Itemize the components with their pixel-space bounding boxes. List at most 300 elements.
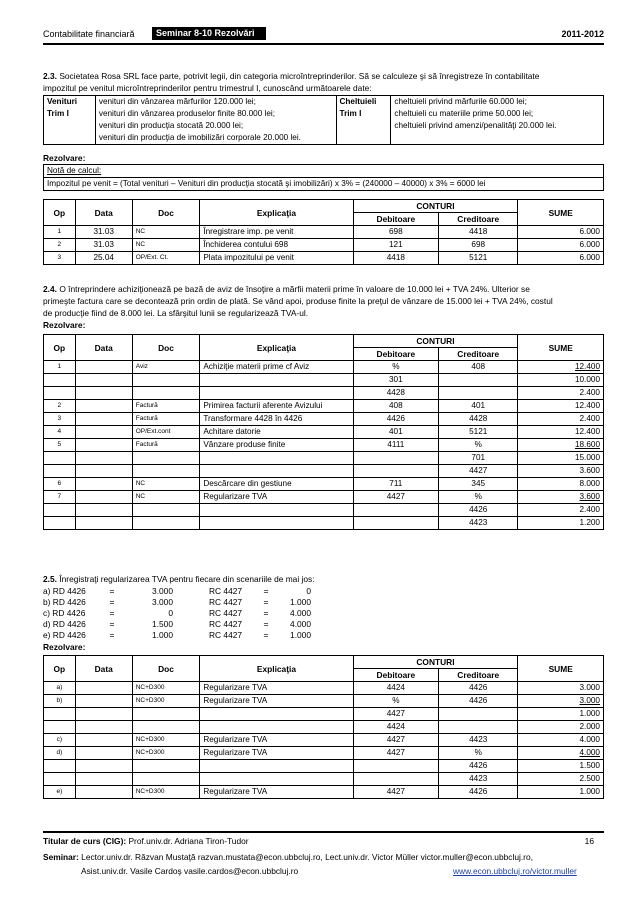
cell-op: 3 — [44, 252, 76, 265]
table-row — [44, 252, 604, 265]
titular-name: Prof.univ.dr. Adriana Tiron-Tudor — [128, 836, 249, 846]
scenario-rc: RC 4427 — [209, 597, 243, 607]
cell-doc: Factură — [132, 400, 200, 413]
cell-data — [75, 478, 132, 491]
cell-explicatia: Regularizare TVA — [200, 747, 353, 760]
cell-data — [75, 682, 132, 695]
cell-doc: OP/Ext. Ct. — [132, 252, 200, 265]
ex24-text — [43, 283, 604, 331]
cell-explicatia: Primirea facturii aferente Avizului — [200, 400, 353, 413]
cell-op: c) — [44, 734, 76, 747]
cell-data — [75, 465, 132, 478]
table-row — [44, 426, 604, 439]
col-op: Op — [44, 656, 76, 682]
cell-doc: NC+D300 — [132, 695, 200, 708]
scenario-eq: = — [109, 597, 115, 607]
cell-op — [44, 760, 76, 773]
cell-op — [44, 387, 76, 400]
ex25-number: 2.5. — [43, 574, 57, 584]
cell-debitoare — [353, 465, 439, 478]
cell-creditoare: 5121 — [439, 426, 518, 439]
table-row — [44, 721, 604, 734]
cell-debitoare: 698 — [353, 226, 439, 239]
cell-explicatia — [200, 452, 353, 465]
cell-data — [75, 413, 132, 426]
cell-creditoare: % — [439, 747, 518, 760]
cell-doc: NC+D300 — [132, 682, 200, 695]
scenario-rd-value: 3.000 — [152, 586, 173, 596]
cell-explicatia: Regularizare TVA — [200, 491, 353, 504]
cell-data — [75, 439, 132, 452]
cell-data — [75, 734, 132, 747]
cell-creditoare: 4426 — [439, 760, 518, 773]
cell-explicatia: Regularizare TVA — [200, 682, 353, 695]
cell-op: 2 — [44, 400, 76, 413]
cell-debitoare — [353, 760, 439, 773]
scenario-rc-value: 1.000 — [290, 630, 311, 640]
cell-creditoare: 701 — [439, 452, 518, 465]
cell-data — [75, 504, 132, 517]
cell-data — [75, 695, 132, 708]
cell-op: 7 — [44, 491, 76, 504]
ex23-number: 2.3. — [43, 71, 57, 81]
cell-debitoare: 4424 — [353, 721, 439, 734]
ex25-instructions: Înregistraţi regularizarea TVA pentru fiecare din scenariile de mai jos: — [59, 574, 315, 584]
cell-data: 31.03 — [75, 226, 132, 239]
col-op: Op — [44, 200, 76, 226]
cell-debitoare: 408 — [353, 400, 439, 413]
cell-creditoare: 408 — [439, 361, 518, 374]
cell-sume: 6.000 — [518, 252, 604, 265]
col-data: Data — [75, 335, 132, 361]
cell-debitoare: 401 — [353, 426, 439, 439]
cell-creditoare: 4423 — [439, 734, 518, 747]
table-row — [44, 226, 604, 239]
cell-sume: 1.500 — [518, 760, 604, 773]
table-row — [44, 387, 604, 400]
nota-formula: Impozitul pe venit = (Total venituri – Venituri din producţia stocată şi imobilizări) x 3% = (240000 – 40000) x 3% = 6000 lei — [44, 178, 604, 191]
cell-data — [75, 721, 132, 734]
col-doc: Doc — [132, 200, 200, 226]
cell-sume: 3.000 — [518, 695, 604, 708]
scenario-eq: = — [263, 597, 269, 607]
cell-debitoare: 121 — [353, 239, 439, 252]
cell-data — [75, 491, 132, 504]
scenario-rd: e) RD 4426 — [43, 630, 86, 640]
ex24-rezolvare: Rezolvare: — [43, 320, 86, 330]
cell-debitoare: 301 — [353, 374, 439, 387]
cell-sume: 12.400 — [518, 361, 604, 374]
cell-creditoare — [439, 721, 518, 734]
cell-doc: NC — [132, 478, 200, 491]
cell-op: 5 — [44, 439, 76, 452]
cell-data — [75, 374, 132, 387]
cell-doc — [132, 721, 200, 734]
table-row — [44, 504, 604, 517]
cell-explicatia: Închiderea contului 698 — [200, 239, 353, 252]
table-row — [44, 682, 604, 695]
cell-explicatia: Achitare datorie — [200, 426, 353, 439]
col-debitoare: Debitoare — [353, 669, 439, 682]
asist-text: Asist.univ.dr. Vasile Cardoş vasile.cardos@econ.ubbcluj.ro — [81, 866, 299, 876]
col-sume: SUME — [518, 335, 604, 361]
scenario-rc-value: 4.000 — [290, 619, 311, 629]
cell-creditoare: 4426 — [439, 786, 518, 799]
cell-data — [75, 361, 132, 374]
cell-doc — [132, 387, 200, 400]
col-debitoare: Debitoare — [353, 348, 439, 361]
scenario-eq: = — [263, 608, 269, 618]
cell-sume: 6.000 — [518, 226, 604, 239]
cell-creditoare: 4426 — [439, 695, 518, 708]
cell-creditoare: 401 — [439, 400, 518, 413]
col-op: Op — [44, 335, 76, 361]
scenario-rd: d) RD 4426 — [43, 619, 86, 629]
col-sume: SUME — [518, 200, 604, 226]
cell-explicatia — [200, 504, 353, 517]
ex25-scenarios — [43, 586, 311, 641]
scenario-row — [43, 586, 311, 597]
cell-op: a) — [44, 682, 76, 695]
scenario-row — [43, 619, 311, 630]
cell-doc: Factură — [132, 413, 200, 426]
cell-doc: NC+D300 — [132, 747, 200, 760]
cell-data: 25.04 — [75, 252, 132, 265]
scenario-rd: a) RD 4426 — [43, 586, 86, 596]
scenario-eq: = — [263, 619, 269, 629]
cell-doc: NC+D300 — [132, 734, 200, 747]
cell-creditoare: 4426 — [439, 504, 518, 517]
footer-seminar — [43, 852, 604, 862]
ex23-text2: impozitul pe venitul microîntreprinderilor pentru trimestrul I, cunoscând următoarele date: — [43, 83, 372, 93]
scenario-eq: = — [109, 586, 115, 596]
cell-debitoare — [353, 452, 439, 465]
ex25-rezolvare: Rezolvare: — [43, 642, 86, 652]
scenario-eq: = — [109, 619, 115, 629]
table-row — [44, 478, 604, 491]
scenario-rd-value: 1.500 — [152, 619, 173, 629]
table-row — [44, 439, 604, 452]
cheltuieli-item: cheltuieli cu materiile prime 50.000 lei; — [391, 108, 604, 120]
cell-doc: OP/Ext.cont — [132, 426, 200, 439]
cell-debitoare: 4428 — [353, 387, 439, 400]
cell-data — [75, 387, 132, 400]
cell-creditoare: 4426 — [439, 682, 518, 695]
cell-data — [75, 773, 132, 786]
col-doc: Doc — [132, 335, 200, 361]
cell-debitoare — [353, 504, 439, 517]
cell-data — [75, 400, 132, 413]
cell-creditoare: 4427 — [439, 465, 518, 478]
table-row — [44, 361, 604, 374]
footer-titular — [43, 836, 604, 846]
col-creditoare: Creditoare — [439, 348, 518, 361]
ex23-text — [43, 70, 604, 94]
cell-op — [44, 517, 76, 530]
cell-sume: 3.600 — [518, 465, 604, 478]
ex23-rezolvare: Rezolvare: — [43, 153, 86, 163]
col-conturi: CONTURI — [353, 335, 518, 348]
cell-creditoare: 4423 — [439, 773, 518, 786]
seminar-label: Seminar: — [43, 852, 79, 862]
table-row — [44, 773, 604, 786]
cell-explicatia — [200, 760, 353, 773]
cell-sume: 1.200 — [518, 517, 604, 530]
cell-sume: 2.000 — [518, 721, 604, 734]
col-explicatia: Explicaţia — [200, 656, 353, 682]
cell-sume: 1.000 — [518, 708, 604, 721]
scenario-row — [43, 608, 311, 619]
cell-doc — [132, 517, 200, 530]
table-row — [44, 747, 604, 760]
cell-data — [75, 708, 132, 721]
cell-debitoare: 4427 — [353, 708, 439, 721]
scenario-row — [43, 630, 311, 641]
cell-creditoare: 5121 — [439, 252, 518, 265]
cell-sume: 10.000 — [518, 374, 604, 387]
cell-creditoare — [439, 387, 518, 400]
cell-op — [44, 773, 76, 786]
cell-debitoare — [353, 517, 439, 530]
cheltuieli-sub: Trim I — [336, 108, 391, 120]
academic-year: 2011-2012 — [561, 29, 604, 39]
table-row — [44, 413, 604, 426]
cell-op: 2 — [44, 239, 76, 252]
cell-op — [44, 374, 76, 387]
cell-debitoare: 4418 — [353, 252, 439, 265]
website-link[interactable]: www.econ.ubbcluj.ro/victor.muller — [453, 866, 577, 876]
cell-creditoare: 4428 — [439, 413, 518, 426]
cell-debitoare: 4427 — [353, 747, 439, 760]
cell-doc — [132, 452, 200, 465]
cell-explicatia — [200, 708, 353, 721]
cell-debitoare: 4426 — [353, 413, 439, 426]
cheltuieli-head: Cheltuieli — [336, 96, 391, 109]
col-sume: SUME — [518, 656, 604, 682]
cell-data — [75, 452, 132, 465]
table-row — [44, 695, 604, 708]
cell-sume: 3.600 — [518, 491, 604, 504]
cell-doc: NC — [132, 491, 200, 504]
cell-explicatia — [200, 465, 353, 478]
table-row — [44, 452, 604, 465]
cell-data — [75, 786, 132, 799]
cell-explicatia: Descărcare din gestiune — [200, 478, 353, 491]
cell-debitoare: 4427 — [353, 786, 439, 799]
cheltuieli-item: cheltuieli privind amenzi/penalităţi 20.000 lei. — [391, 120, 604, 132]
cell-doc — [132, 374, 200, 387]
cell-debitoare: % — [353, 361, 439, 374]
ex23-nota-box — [43, 164, 604, 191]
scenario-eq: = — [109, 608, 115, 618]
scenario-rc: RC 4427 — [209, 586, 243, 596]
col-data: Data — [75, 200, 132, 226]
col-explicatia: Explicaţia — [200, 200, 353, 226]
table-row — [44, 491, 604, 504]
col-debitoare: Debitoare — [353, 213, 439, 226]
col-creditoare: Creditoare — [439, 213, 518, 226]
cell-explicatia: Regularizare TVA — [200, 734, 353, 747]
cell-sume: 12.400 — [518, 400, 604, 413]
cell-data: 31.03 — [75, 239, 132, 252]
scenario-rd-value: 0 — [168, 608, 173, 618]
cell-explicatia: Vânzare produse finite — [200, 439, 353, 452]
seminar-tab: Seminar 8-10 Rezolvări — [152, 27, 266, 40]
ex25-text — [43, 573, 604, 585]
cell-debitoare: 4427 — [353, 491, 439, 504]
ex24-journal-table — [43, 334, 604, 530]
table-row — [44, 760, 604, 773]
cell-op: e) — [44, 786, 76, 799]
cell-sume: 2.400 — [518, 387, 604, 400]
table-row — [44, 786, 604, 799]
cell-debitoare: 4427 — [353, 734, 439, 747]
cell-explicatia: Înregistrare imp. pe venit — [200, 226, 353, 239]
cell-explicatia — [200, 773, 353, 786]
cell-explicatia — [200, 387, 353, 400]
col-creditoare: Creditoare — [439, 669, 518, 682]
course-title: Contabilitate financiară — [43, 29, 135, 39]
scenario-rd-value: 3.000 — [152, 597, 173, 607]
venituri-sub: Trim I — [44, 108, 96, 120]
cell-sume: 18.600 — [518, 439, 604, 452]
cell-debitoare: 4111 — [353, 439, 439, 452]
page-number: 16 — [584, 836, 594, 846]
scenario-row — [43, 597, 311, 608]
col-explicatia: Explicaţia — [200, 335, 353, 361]
cell-op: d) — [44, 747, 76, 760]
cell-doc: Factură — [132, 439, 200, 452]
cell-doc: NC+D300 — [132, 786, 200, 799]
cell-doc: Aviz — [132, 361, 200, 374]
cell-sume: 4.000 — [518, 747, 604, 760]
cell-creditoare: 4423 — [439, 517, 518, 530]
cell-doc — [132, 708, 200, 721]
col-data: Data — [75, 656, 132, 682]
cell-op — [44, 708, 76, 721]
scenario-rc: RC 4427 — [209, 619, 243, 629]
scenario-rd: b) RD 4426 — [43, 597, 86, 607]
cell-explicatia — [200, 721, 353, 734]
cell-debitoare: % — [353, 695, 439, 708]
col-conturi: CONTURI — [353, 656, 518, 669]
cell-explicatia: Regularizare TVA — [200, 695, 353, 708]
cell-sume: 4.000 — [518, 734, 604, 747]
header-divider — [43, 43, 604, 45]
cell-sume: 3.000 — [518, 682, 604, 695]
ex23-journal-table — [43, 199, 604, 265]
cell-sume: 6.000 — [518, 239, 604, 252]
scenario-rc: RC 4427 — [209, 608, 243, 618]
cell-doc — [132, 504, 200, 517]
cell-op — [44, 721, 76, 734]
titular-label: Titular de curs (CIG): — [43, 836, 127, 846]
table-row — [44, 400, 604, 413]
cell-debitoare: 4424 — [353, 682, 439, 695]
scenario-rc-value: 4.000 — [290, 608, 311, 618]
scenario-eq: = — [109, 630, 115, 640]
cell-op: 1 — [44, 361, 76, 374]
ex23-text1: Societatea Rosa SRL face parte, potrivit legii, din categoria microîntreprinderilor. Să se calculeze şi să înregistreze în contabilitate — [59, 71, 540, 81]
scenario-rd: c) RD 4426 — [43, 608, 86, 618]
ex25-journal-table — [43, 655, 604, 799]
cell-creditoare — [439, 708, 518, 721]
venituri-item: venituri din vânzarea produselor finite 80.000 lei; — [95, 108, 336, 120]
ex24-text1: O întreprindere achiziţionează pe bază de aviz de însoţire a mărfii materii prime în valoare de 10.000 lei + TVA 24%. Ulterior se — [59, 284, 530, 294]
cell-explicatia: Plata impozitului pe venit — [200, 252, 353, 265]
nota-label: Notă de calcul: — [47, 166, 102, 175]
scenario-eq: = — [263, 586, 269, 596]
cell-sume: 2.400 — [518, 413, 604, 426]
table-row — [44, 708, 604, 721]
cell-data — [75, 517, 132, 530]
cell-debitoare — [353, 773, 439, 786]
cell-sume: 2.400 — [518, 504, 604, 517]
cell-sume: 15.000 — [518, 452, 604, 465]
table-row — [44, 239, 604, 252]
footer-asist — [43, 866, 604, 876]
cell-sume: 12.400 — [518, 426, 604, 439]
cell-creditoare: 4418 — [439, 226, 518, 239]
cell-sume: 1.000 — [518, 786, 604, 799]
table-row — [44, 517, 604, 530]
venituri-item: venituri din producţia de imobilizări corporale 20.000 lei. — [95, 132, 336, 145]
table-row — [44, 374, 604, 387]
cell-explicatia: Achiziţie materii prime cf Aviz — [200, 361, 353, 374]
cell-doc — [132, 760, 200, 773]
table-row — [44, 465, 604, 478]
cell-op — [44, 465, 76, 478]
cell-explicatia: Regularizare TVA — [200, 786, 353, 799]
ex24-text2: primeşte factura care se decontează prin ordin de plată. Se vând apoi, produse finite la preţul de vânzare de 15.000 lei + TVA 24%, costul — [43, 296, 553, 306]
ex23-data-table — [43, 95, 604, 145]
footer-divider — [43, 831, 604, 833]
cell-op — [44, 452, 76, 465]
venituri-item: venituri din producţia stocată 20.000 lei; — [95, 120, 336, 132]
cell-creditoare: % — [439, 439, 518, 452]
scenario-eq: = — [263, 630, 269, 640]
cell-data — [75, 747, 132, 760]
cell-sume: 8.000 — [518, 478, 604, 491]
cell-op: 1 — [44, 226, 76, 239]
cell-op — [44, 504, 76, 517]
col-doc: Doc — [132, 656, 200, 682]
cell-sume: 2.500 — [518, 773, 604, 786]
cell-creditoare: % — [439, 491, 518, 504]
cell-explicatia: Transformare 4428 în 4426 — [200, 413, 353, 426]
cell-op: 4 — [44, 426, 76, 439]
cheltuieli-item: cheltuieli privind mărfurile 60.000 lei; — [391, 96, 604, 109]
venituri-item: venituri din vânzarea mărfurilor 120.000 lei; — [95, 96, 336, 109]
scenario-rc-value: 1.000 — [290, 597, 311, 607]
cell-op: 3 — [44, 413, 76, 426]
cell-creditoare — [439, 374, 518, 387]
col-conturi: CONTURI — [353, 200, 518, 213]
ex24-number: 2.4. — [43, 284, 57, 294]
cell-debitoare: 711 — [353, 478, 439, 491]
cell-creditoare: 698 — [439, 239, 518, 252]
cell-op: 6 — [44, 478, 76, 491]
venituri-head: Venituri — [44, 96, 96, 109]
cell-explicatia — [200, 517, 353, 530]
table-row — [44, 734, 604, 747]
cell-doc: NC — [132, 226, 200, 239]
scenario-rd-value: 1.000 — [152, 630, 173, 640]
cell-op: b) — [44, 695, 76, 708]
scenario-rc: RC 4427 — [209, 630, 243, 640]
cell-doc — [132, 773, 200, 786]
cell-data — [75, 426, 132, 439]
